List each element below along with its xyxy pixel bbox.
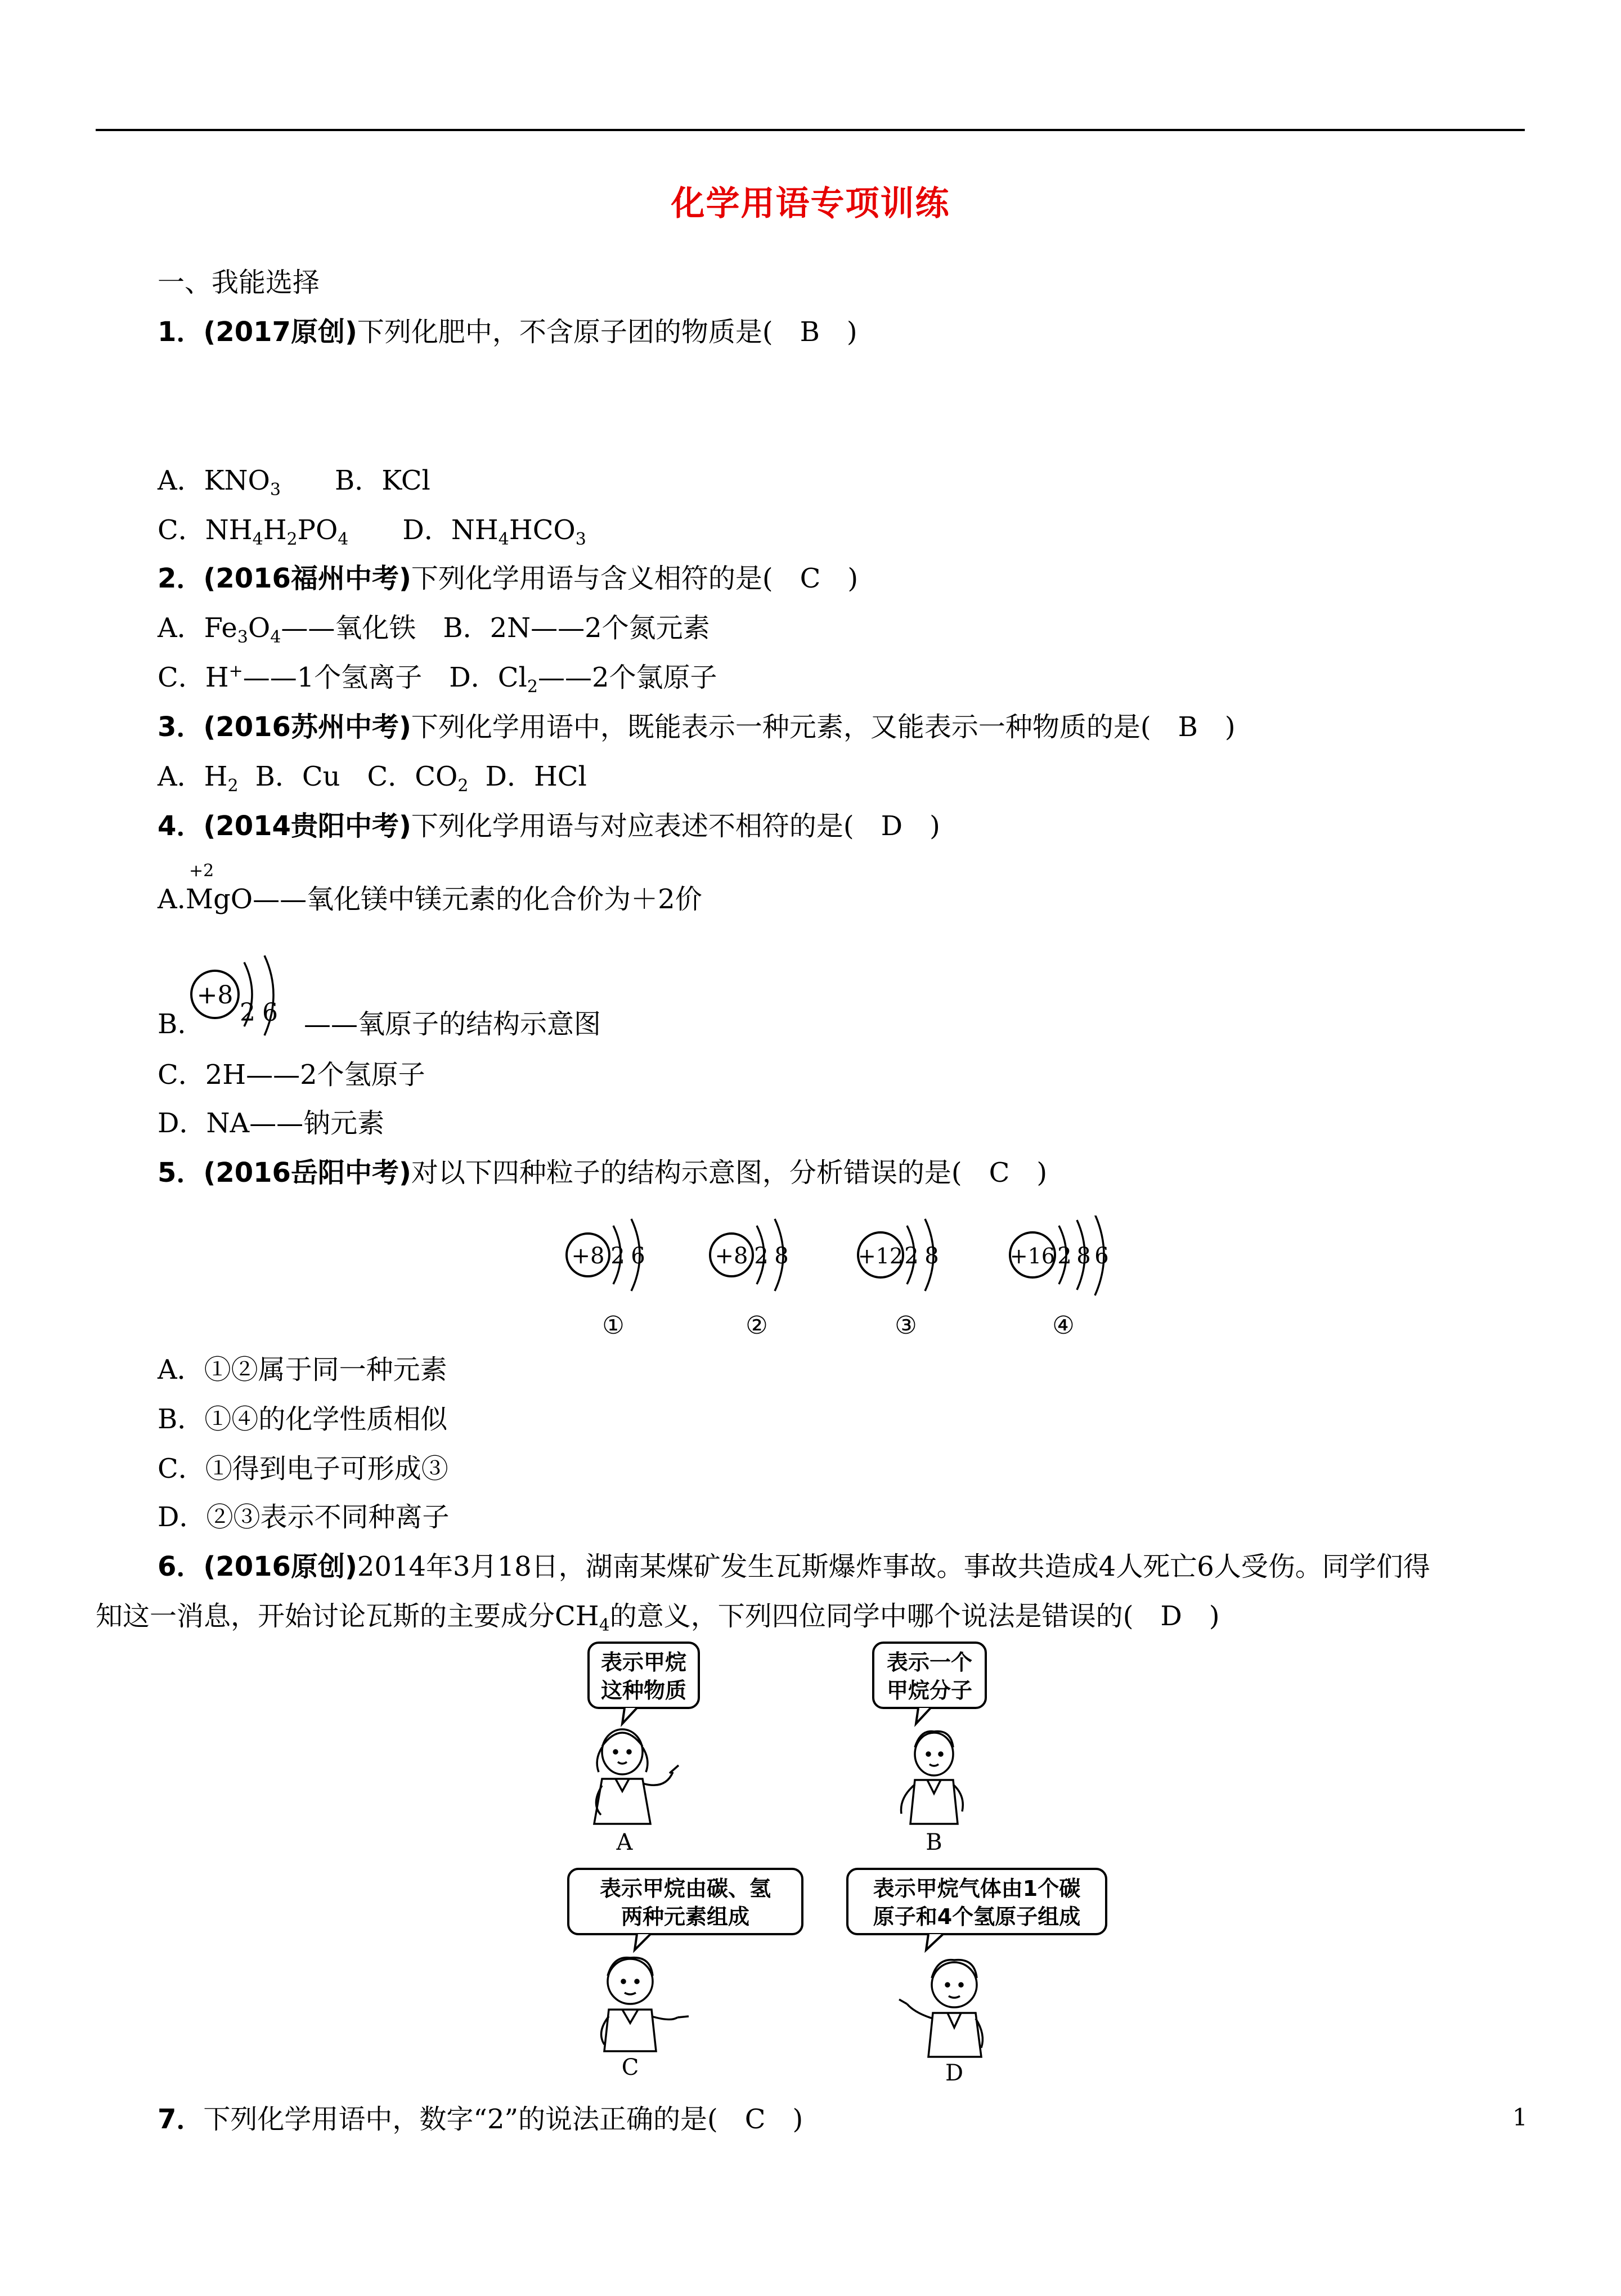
option-c-part: PO [297, 514, 338, 546]
bubble-line-2: 这种物质 [600, 1678, 687, 1703]
section-heading: 一、我能选择 [158, 267, 320, 298]
particle-label: ② [746, 1311, 768, 1340]
bubble-line-1: 表示甲烷气体由1个碳 [873, 1876, 1081, 1901]
shell-electrons: 8 [774, 1243, 789, 1269]
question-stem: 下列化肥中，不含原子团的物质是( B ) [357, 316, 857, 348]
particle-4-diagram [1010, 1216, 1109, 1340]
question-4-option-d: D．NA——钠元素 [158, 1107, 385, 1139]
subscript: 4 [599, 1616, 610, 1635]
option-bc: B．Cu C．CO [255, 761, 458, 792]
subscript: 3 [270, 480, 281, 500]
question-stem: 的意义，下列四位同学中哪个说法是错误的( D ) [609, 1600, 1220, 1632]
question-source: (2016苏州中考) [203, 711, 411, 743]
option-c: C．NH [158, 514, 253, 546]
nucleus-charge: +16 [1009, 1244, 1056, 1268]
subscript: 2 [286, 530, 298, 549]
subscript: 4 [270, 627, 281, 647]
shell-electrons: 8 [924, 1243, 939, 1269]
boy-figure-icon [901, 1732, 963, 1824]
option-d: D．Cl [449, 662, 527, 693]
student-a [589, 1643, 699, 1855]
question-5-option-c: C．①得到电子可形成③ [158, 1453, 448, 1485]
option-b: B．2N——2个氮元素 [443, 612, 710, 644]
question-number: 3． [158, 711, 204, 743]
option-d-part: ——2个氯原子 [537, 662, 717, 693]
question-4-option-b-text: ——氧原子的结构示意图 [304, 1008, 601, 1040]
girl-figure-icon [594, 1729, 679, 1824]
page-title: 化学用语专项训练 [671, 184, 950, 223]
question-source: (2014贵阳中考) [203, 810, 411, 842]
subscript: 4 [498, 530, 509, 549]
question-1 [158, 315, 857, 349]
subscript: 2 [527, 677, 538, 697]
question-3 [158, 710, 1236, 744]
particle-label: ① [602, 1311, 625, 1340]
shell-electrons: 6 [631, 1243, 645, 1269]
subscript: 4 [252, 530, 263, 549]
valence-mark: +2 [189, 861, 214, 881]
question-source: (2016原创) [203, 1551, 357, 1582]
student-label: C [621, 2055, 639, 2080]
question-2-options-ab [158, 611, 710, 645]
subscript: 2 [457, 776, 469, 796]
question-number: 2． [158, 563, 204, 594]
bubble-line-1: 表示甲烷由碳、氢 [599, 1876, 771, 1901]
bubble-line-2: 甲烷分子 [886, 1678, 973, 1703]
student-d [847, 1869, 1106, 2085]
option-c: C．H [158, 662, 229, 693]
nucleus-charge: +8 [571, 1243, 605, 1269]
option-a: A．H [158, 761, 228, 792]
question-stem: 下列化学用语与含义相符的是( C ) [411, 563, 859, 594]
question-4-option-a: A.MgO——氧化镁中镁元素的化合价为＋2价 [158, 884, 702, 915]
student-b [873, 1643, 986, 1855]
question-stem: 知这一消息，开始讨论瓦斯的主要成分CH [96, 1600, 599, 1632]
particle-3-diagram [858, 1219, 939, 1340]
superscript: + [228, 661, 243, 681]
question-4-option-b-label: B. [158, 1008, 186, 1040]
nucleus-charge: +12 [857, 1244, 904, 1268]
particle-1-diagram [567, 1219, 645, 1340]
question-stem: 2014年3月18日，湖南某煤矿发生瓦斯爆炸事故。事故共造成4人死亡6人受伤。同学们得 [357, 1551, 1430, 1582]
boy-pointing-figure-icon [601, 1958, 689, 2051]
option-b: B．KCl [334, 465, 430, 496]
option-a-part: ——氧化铁 [281, 612, 416, 644]
question-stem: 对以下四种粒子的结构示意图，分析错误的是( C ) [411, 1157, 1048, 1189]
question-6-line-2 [96, 1599, 1220, 1633]
question-2-options-cd [158, 661, 717, 697]
question-5-option-b: B．①④的化学性质相似 [158, 1403, 448, 1435]
student-c [568, 1869, 802, 2080]
question-source: (2016岳阳中考) [203, 1157, 411, 1189]
question-stem: 下列化学用语中，既能表示一种元素，又能表示一种物质的是( B ) [411, 711, 1236, 743]
header-rule [96, 129, 1525, 131]
bubble-line-2: 原子和4个氢原子组成 [873, 1904, 1081, 1929]
question-7 [158, 2102, 803, 2136]
shell-2-electrons: 6 [262, 998, 278, 1027]
question-5-option-a: A．①②属于同一种元素 [158, 1354, 447, 1385]
bubble-tail [622, 1708, 637, 1724]
subscript: 3 [237, 627, 248, 647]
shell-electrons: 2 [754, 1243, 769, 1269]
question-5-option-d: D．②③表示不同种离子 [158, 1501, 450, 1533]
option-d-part: HCO [509, 514, 576, 546]
bubble-tail [635, 1934, 650, 1950]
question-number: 5． [158, 1157, 204, 1189]
student-label: A [616, 1829, 633, 1855]
particle-label: ④ [1052, 1311, 1075, 1340]
question-number: 6． [158, 1551, 204, 1582]
nucleus-charge: +8 [715, 1243, 748, 1269]
question-number: 1． [158, 316, 204, 348]
question-source: (2016福州中考) [203, 563, 411, 594]
question-3-options [158, 760, 587, 796]
bubble-line-1: 表示甲烷 [600, 1650, 687, 1675]
nucleus-charge: +8 [196, 981, 234, 1010]
option-a: A．KNO [158, 465, 270, 496]
bubble-line-2: 两种元素组成 [621, 1904, 750, 1929]
option-a: A．Fe [158, 612, 237, 644]
question-1-options-ab [158, 464, 430, 500]
student-label: D [945, 2060, 964, 2085]
shell-electrons: 2 [1057, 1243, 1072, 1269]
bubble-line-1: 表示一个 [886, 1650, 973, 1675]
subscript: 3 [575, 530, 586, 549]
student-label: B [926, 1829, 942, 1855]
question-6-line-1 [158, 1550, 1430, 1584]
question-stem: 下列化学用语与对应表述不相符的是( D ) [411, 810, 940, 842]
students-illustration [540, 1635, 1108, 2085]
question-4-option-c: C．2H——2个氢原子 [158, 1059, 425, 1091]
particle-2-diagram [710, 1219, 789, 1340]
question-5 [158, 1156, 1047, 1190]
boy-waving-figure-icon [899, 1960, 982, 2057]
question-1-options-cd [158, 513, 586, 547]
oxygen-atom-diagram [186, 951, 293, 1052]
shell-electrons: 6 [1094, 1243, 1109, 1269]
option-c-part: ——1个氢离子 [243, 662, 423, 693]
question-number: 7． [158, 2104, 204, 2135]
option-d: D．HCl [485, 761, 587, 792]
particle-structure-diagrams [557, 1216, 1148, 1345]
question-4 [158, 809, 940, 843]
bubble-tail [916, 1708, 931, 1724]
subscript: 2 [227, 776, 239, 796]
question-source: (2017原创) [203, 316, 357, 348]
question-number: 4． [158, 810, 204, 842]
question-2 [158, 562, 858, 595]
shell-electrons: 8 [1076, 1243, 1091, 1269]
shell-electrons: 2 [610, 1243, 625, 1269]
particle-label: ③ [895, 1311, 917, 1340]
page-number: 1 [1512, 2104, 1528, 2131]
shell-1-electrons: 2 [240, 998, 255, 1027]
option-c-part: H [263, 514, 287, 546]
option-d: D．NH [402, 514, 499, 546]
bubble-tail [926, 1934, 943, 1950]
subscript: 4 [338, 530, 349, 549]
option-a-part: O [248, 612, 271, 644]
shell-electrons: 2 [904, 1243, 919, 1269]
question-stem: 下列化学用语中，数字“2”的说法正确的是( C ) [203, 2104, 803, 2135]
